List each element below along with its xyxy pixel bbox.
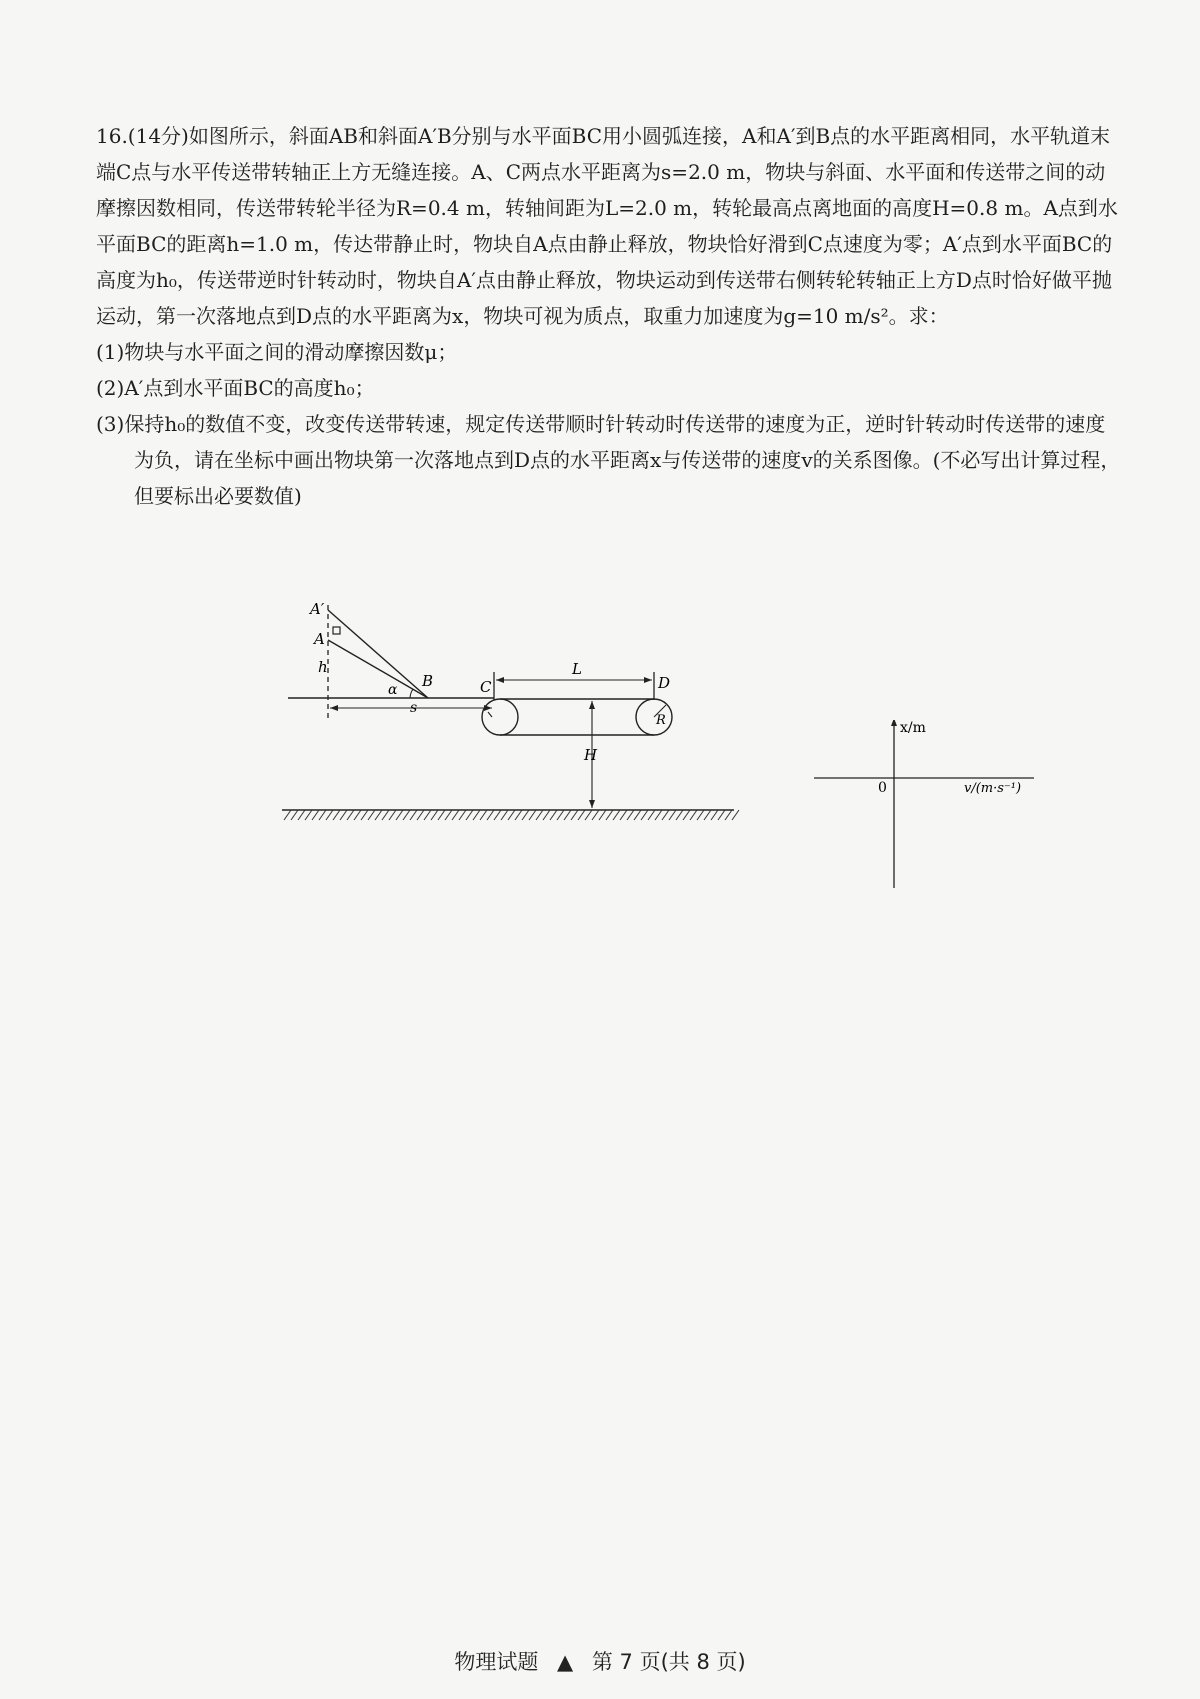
hatch-line (389, 810, 396, 820)
page-footer (0, 1646, 1200, 1676)
hatch-line (403, 810, 410, 820)
footer-page: 第 7 页(共 8 页) (591, 1650, 746, 1674)
graph-x-label: v/(m·s⁻¹) (964, 781, 1022, 796)
physics-figure (270, 600, 750, 844)
label-d: D (658, 674, 671, 692)
hatch-line (515, 810, 522, 820)
hatch-line (305, 810, 312, 820)
incline-a-prime-b (328, 610, 428, 698)
hatch-line (347, 810, 354, 820)
hatch-line (508, 810, 515, 820)
hatch-line (466, 810, 473, 820)
label-l: L (572, 660, 582, 678)
hatch-line (662, 810, 669, 820)
ground-hatching (284, 810, 739, 820)
h-arrow-up (589, 701, 595, 709)
hatch-line (291, 810, 298, 820)
l-arrow-left (496, 677, 504, 683)
hatch-line (480, 810, 487, 820)
label-alpha: α (388, 682, 398, 698)
hatch-line (431, 810, 438, 820)
hatch-line (564, 810, 571, 820)
hatch-line (375, 810, 382, 820)
block-a (333, 627, 340, 634)
hatch-line (319, 810, 326, 820)
angle-arc (410, 689, 413, 698)
hatch-line (459, 810, 466, 820)
hatch-line (438, 810, 445, 820)
question-3: (3)保持h₀的数值不变，改变传送带转速，规定传送带顺时针转动时传送带的速度为正，逆时针转动时传送带的速度为负，请在坐标中画出物块第一次落地点到D点的水平距离x与传送带的速度v的关系图像。(不必写出计算过程，但要标出必要数值) (96, 412, 1121, 508)
graph-origin: 0 (878, 780, 887, 796)
hatch-line (725, 810, 732, 820)
label-h: h (318, 658, 328, 676)
x-axis-arrow (891, 720, 897, 726)
hatch-line (354, 810, 361, 820)
graph-svg (814, 720, 1114, 890)
footer-mark: ▲ (557, 1650, 574, 1674)
hatch-line (333, 810, 340, 820)
hatch-line (284, 810, 291, 820)
h-arrow-down (589, 800, 595, 808)
hatch-line (599, 810, 606, 820)
hatch-line (641, 810, 648, 820)
hatch-line (417, 810, 424, 820)
hatch-line (606, 810, 613, 820)
label-a: A (314, 630, 325, 648)
label-c: C (480, 678, 492, 696)
hatch-line (718, 810, 725, 820)
hatch-line (543, 810, 550, 820)
hatch-line (697, 810, 704, 820)
answer-graph (814, 720, 1114, 894)
hatch-line (473, 810, 480, 820)
hatch-line (634, 810, 641, 820)
hatch-line (557, 810, 564, 820)
hatch-line (501, 810, 508, 820)
footer-subject: 物理试题 (454, 1650, 539, 1674)
hatch-line (690, 810, 697, 820)
figure-svg (270, 600, 750, 840)
hatch-line (655, 810, 662, 820)
hatch-line (732, 810, 739, 820)
hatch-line (312, 810, 319, 820)
hatch-line (340, 810, 347, 820)
hatch-line (494, 810, 501, 820)
l-arrow-right (644, 677, 652, 683)
label-big-h: H (584, 746, 598, 764)
hatch-line (683, 810, 690, 820)
hatch-line (396, 810, 403, 820)
label-r: R (656, 713, 666, 728)
left-pulley-mark (488, 712, 492, 717)
hatch-line (550, 810, 557, 820)
s-arrow-left (330, 705, 338, 711)
hatch-line (326, 810, 333, 820)
hatch-line (585, 810, 592, 820)
hatch-line (704, 810, 711, 820)
hatch-line (298, 810, 305, 820)
hatch-line (648, 810, 655, 820)
hatch-line (627, 810, 634, 820)
hatch-line (487, 810, 494, 820)
hatch-line (620, 810, 627, 820)
hatch-line (361, 810, 368, 820)
hatch-line (536, 810, 543, 820)
question-1: (1)物块与水平面之间的滑动摩擦因数μ； (96, 340, 458, 364)
label-b: B (422, 672, 434, 690)
hatch-line (382, 810, 389, 820)
hatch-line (445, 810, 452, 820)
left-pulley (482, 699, 518, 735)
hatch-line (613, 810, 620, 820)
problem-stem: 16.(14分)如图所示，斜面AB和斜面A′B分别与水平面BC用小圆弧连接，A和A′到B点的水平距离相同，水平轨道末端C点与水平传送带转轴正上方无缝连接。A、C两点水平距离为s=2.0 m，物块与斜面、水平面和传送带之间的动摩擦因数相同，传送带转轮半径为R=0.4 m，转轴间距为L=2.0 m，转轮最高点离地面的高度H=0.8 m。A点到水平面BC的距离h=1.0 m，传达带静止时，物块自A点由静止释放，物块恰好滑到C点速度为零；A′点到水平面BC的高度为h₀，传送带逆时针转动时，物块自A′点由静止释放，物块运动到传送带右侧转轮转轴正上方D点时恰好做平抛运动，第一次落地点到D点的水平距离为x，物块可视为质点，取重力加速度为g=10 m/s²。求： (96, 124, 1118, 328)
hatch-line (592, 810, 599, 820)
hatch-line (410, 810, 417, 820)
problem-16 (96, 118, 1124, 514)
hatch-line (669, 810, 676, 820)
label-s: s (410, 700, 418, 716)
hatch-line (522, 810, 529, 820)
graph-y-label: x/m (900, 720, 926, 736)
hatch-line (368, 810, 375, 820)
hatch-line (578, 810, 585, 820)
hatch-line (529, 810, 536, 820)
label-a-prime: A′ (310, 600, 325, 618)
hatch-line (424, 810, 431, 820)
hatch-line (571, 810, 578, 820)
hatch-line (711, 810, 718, 820)
question-2: (2)A′点到水平面BC的高度h₀； (96, 376, 375, 400)
hatch-line (452, 810, 459, 820)
hatch-line (676, 810, 683, 820)
